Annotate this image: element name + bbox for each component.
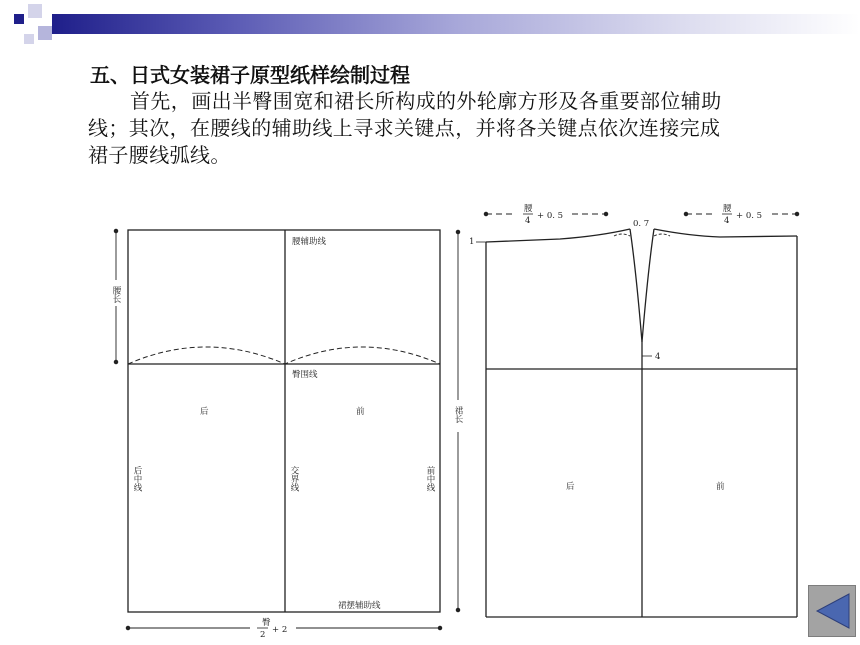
label-back: 后	[200, 407, 209, 417]
body-line: 裙子腰线弧线。	[88, 143, 231, 167]
label-rise: 1	[469, 237, 475, 247]
hip-formula-addend: + 2	[272, 625, 288, 635]
left-labels	[200, 236, 381, 640]
label-hem-aux-line: 裙摆辅助线	[338, 601, 381, 611]
nav-back-button[interactable]	[808, 585, 856, 637]
back-waist-formula-denominator: 4	[525, 216, 531, 226]
label-hip-line: 臀围线	[292, 370, 318, 380]
front-waist-curve	[654, 229, 797, 237]
dart-leg-left	[630, 229, 642, 342]
label-front-center-line: 前中线	[425, 466, 435, 492]
triangle-left-icon	[809, 586, 855, 636]
back-waist-formula-addend: + 0. 5	[537, 211, 564, 221]
label-waist-aux-line: 腰辅助线	[292, 237, 327, 247]
label-dart-length: 4	[655, 352, 661, 362]
right-pattern	[476, 212, 799, 617]
left-vertical-labels	[111, 286, 463, 492]
waist-guide-curve	[128, 347, 440, 364]
back-waist-curve	[486, 229, 630, 242]
label-front: 前	[716, 482, 725, 492]
label-waist-length: 腰长	[111, 286, 121, 303]
right-labels	[469, 204, 762, 492]
slide-title: 五、日式女装裙子原型纸样绘制过程	[90, 63, 410, 87]
label-dart-width: 0. 7	[633, 219, 650, 229]
body-line: 线；其次，在腰线的辅助线上寻求关键点，并将各关键点依次连接完成	[88, 116, 721, 140]
label-skirt-length: 裙长	[453, 406, 463, 423]
front-waist-formula-addend: + 0. 5	[736, 211, 763, 221]
front-waist-formula-numerator: 腰	[723, 204, 732, 214]
label-back-center-line: 后中线	[132, 466, 142, 492]
dart-leg-right	[642, 229, 654, 342]
hip-formula-denominator: 2	[260, 630, 266, 640]
left-outline-rect	[128, 230, 440, 612]
hip-formula-numerator: 臀	[262, 618, 271, 628]
left-pattern	[114, 229, 459, 629]
label-cross-line: 交界线	[289, 466, 299, 492]
back-waist-formula-numerator: 腰	[524, 204, 533, 214]
label-back: 后	[566, 482, 575, 492]
body-line: 首先，画出半臀围宽和裙长所构成的外轮廓方形及各重要部位辅助	[130, 89, 722, 113]
front-waist-formula-denominator: 4	[724, 216, 730, 226]
label-front: 前	[356, 407, 365, 417]
